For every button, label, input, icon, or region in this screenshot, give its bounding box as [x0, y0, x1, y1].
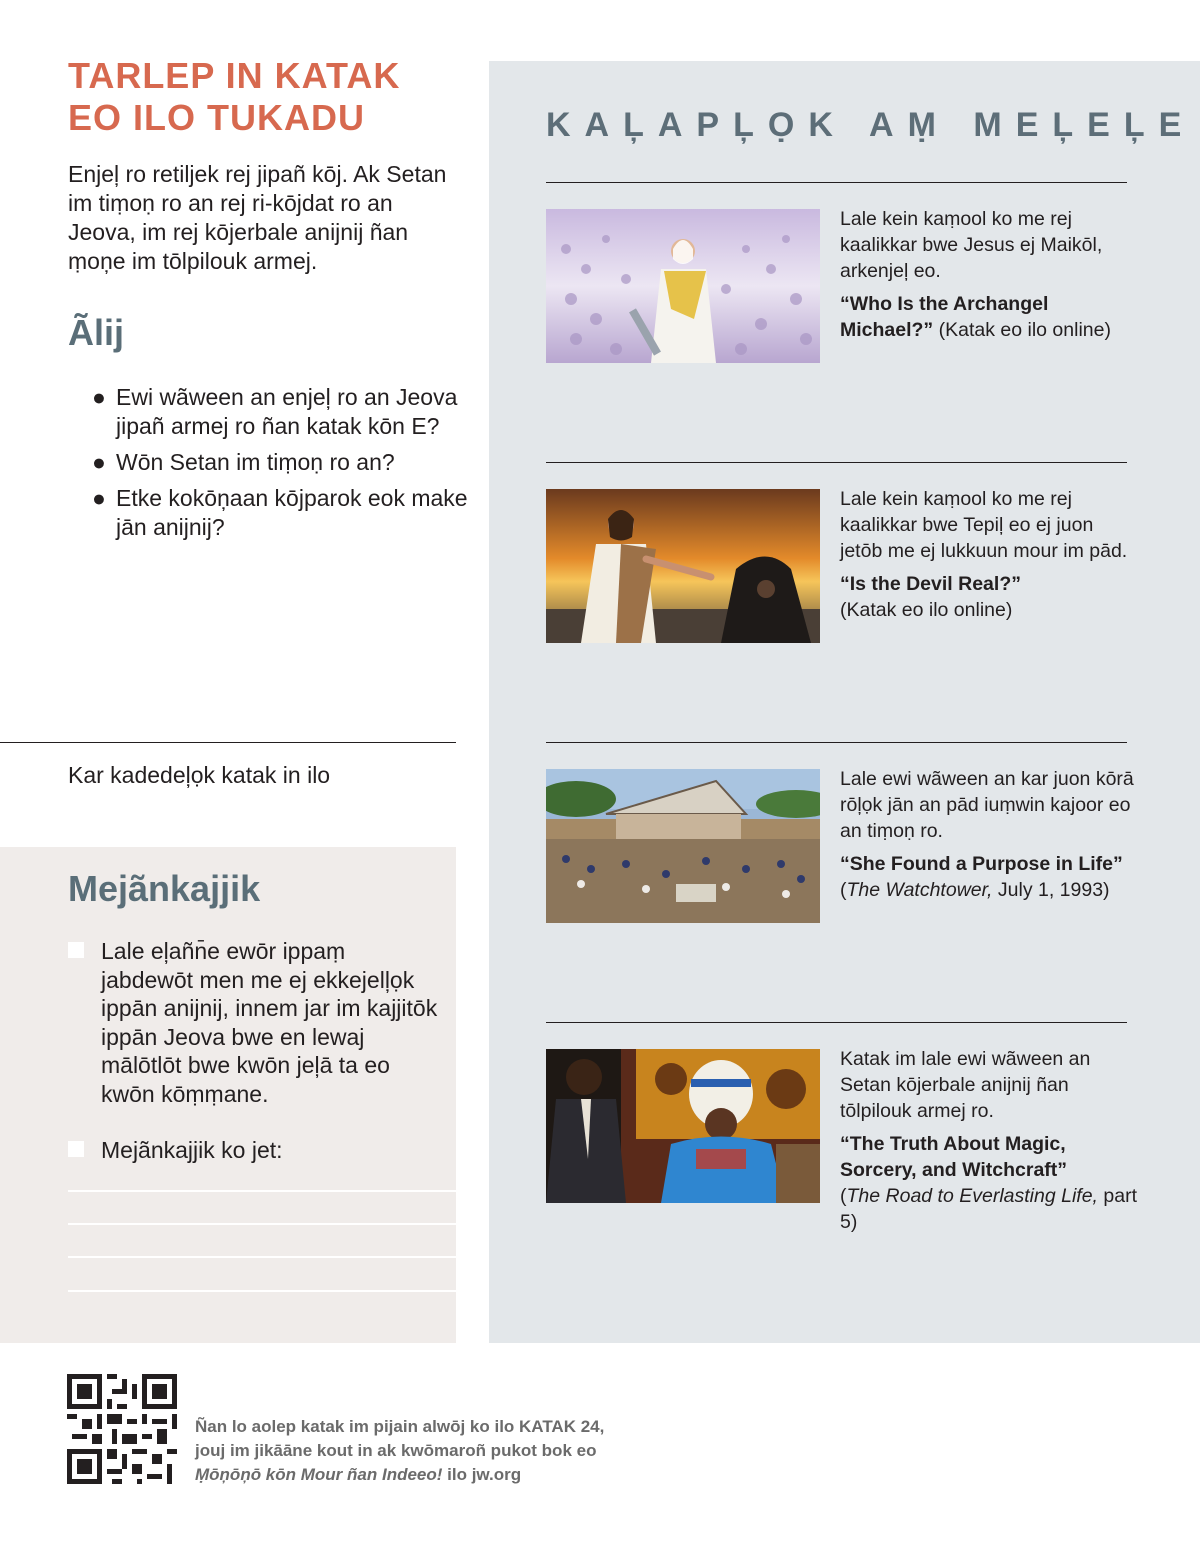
review-questions	[92, 383, 472, 549]
item-description: Katak im lale ewi wãween an Setan kōjerbale anijnij ñan tōlpilouk armej ro.	[840, 1048, 1091, 1122]
explore-item	[840, 486, 1140, 623]
bullet-icon: ●	[92, 485, 106, 511]
footer-text: Ñan lo aolep katak im pijain alwōj ko ilo KATAK 24, jouj im jikāāne kout in ak kwōmaroñ pukot bok eo Ṃōņōņō kōn Mour ñan Indeeo! ilo jw.org	[195, 1417, 605, 1484]
jesus-and-devil-illustration[interactable]	[546, 489, 820, 643]
explore-item	[840, 206, 1140, 343]
item-description: Lale kein kaṃool ko me rej kaalikkar bwe Tepiļ eo ej juon jetōb me ej lukkuun mour im pād.	[840, 488, 1128, 562]
summary-title	[68, 55, 468, 139]
review-question: ● Wōn Setan im tiṃoṇ ro an?	[92, 449, 395, 475]
bullet-icon: ●	[92, 449, 106, 475]
kingdom-hall-construction-photo[interactable]	[546, 769, 820, 923]
item-divider	[546, 462, 1127, 463]
goal-write-line[interactable]	[68, 1223, 456, 1225]
item-source: (Katak eo ilo online)	[840, 599, 1013, 621]
explore-item	[840, 766, 1140, 903]
goal-write-line[interactable]	[68, 1190, 456, 1192]
item-divider	[546, 182, 1127, 183]
item-title[interactable]: “The Truth About Magic, Sorcery, and Witchcraft”	[840, 1133, 1068, 1181]
goal-write-line[interactable]	[68, 1256, 456, 1258]
item-source: (The Watchtower, July 1, 1993)	[840, 879, 1110, 901]
goal-item	[68, 937, 438, 1108]
review-question: ● Etke kokōņaan kōjparok eok make jān anijnij?	[92, 485, 468, 540]
explore-item	[840, 1046, 1140, 1235]
left-divider	[0, 742, 456, 743]
bullet-icon: ●	[92, 384, 106, 410]
goal-write-line[interactable]	[68, 1290, 456, 1292]
review-question: ● Ewi wãween an enjeļ ro an Jeova jipañ armej ro ñan katak kōn E?	[92, 384, 458, 439]
goal-item	[68, 1136, 438, 1165]
item-source: (Katak eo ilo online)	[938, 319, 1111, 341]
spiritism-woman-photo[interactable]	[546, 1049, 820, 1203]
item-divider	[546, 1022, 1127, 1023]
item-source: (The Road to Everlasting Life, part 5)	[840, 1185, 1138, 1233]
checkbox-icon[interactable]	[68, 1141, 84, 1157]
goal-text: Mejãnkajjik ko jet:	[101, 1137, 283, 1163]
goals-heading: Mejãnkajjik	[68, 868, 261, 909]
book-title: Ṃōņōņō kōn Mour ñan Indeeo!	[195, 1465, 443, 1484]
review-heading: Ãlij	[68, 312, 125, 353]
explore-heading: KAĻAPĻỌK AṂ MEĻEĻE	[546, 106, 1196, 144]
completed-label: Kar kadedeļọk katak in ilo	[68, 762, 331, 788]
summary-title-line1: TARLEP IN KATAK	[68, 55, 401, 96]
checkbox-icon[interactable]	[68, 942, 84, 958]
item-description: Lale kein kaṃool ko me rej kaalikkar bwe Jesus ej Maikōl, arkenjeļ eo.	[840, 208, 1103, 282]
item-title[interactable]: “Is the Devil Real?”	[840, 573, 1021, 595]
item-title[interactable]: “She Found a Purpose in Life”	[840, 853, 1123, 875]
goal-text: Lale eļañn̄e ewōr ippaṃ jabdewōt men me ej ekkejelļọk ippān anijnij, innem jar im kajjitōk ippān Jeova bwe en lewaj mālōtlōt bwe kwōn jeļā ta eo kwōn kōṃṃane.	[101, 938, 438, 1107]
item-title[interactable]: “Who Is the Archangel Michael?” (Katak eo ilo online)	[840, 293, 1111, 341]
item-divider	[546, 742, 1127, 743]
archangel-michael-illustration[interactable]	[546, 209, 820, 363]
summary-title-line2: EO ILO TUKADU	[68, 97, 365, 138]
qr-code-icon[interactable]	[67, 1374, 177, 1484]
summary-text: Enjeļ ro retiljek rej jipañ kōj. Ak Setan im tiṃoṇ ro an rej ri-kōjdat ro an Jeova, im rej kōjerbale anijnij ñan ṃoņe im tōlpilouk armej.	[68, 161, 447, 274]
item-description: Lale ewi wãween an kar juon kōrā rōļọk jān an pād iuṃwin kajoor eo an tiṃoṇ ro.	[840, 768, 1134, 842]
